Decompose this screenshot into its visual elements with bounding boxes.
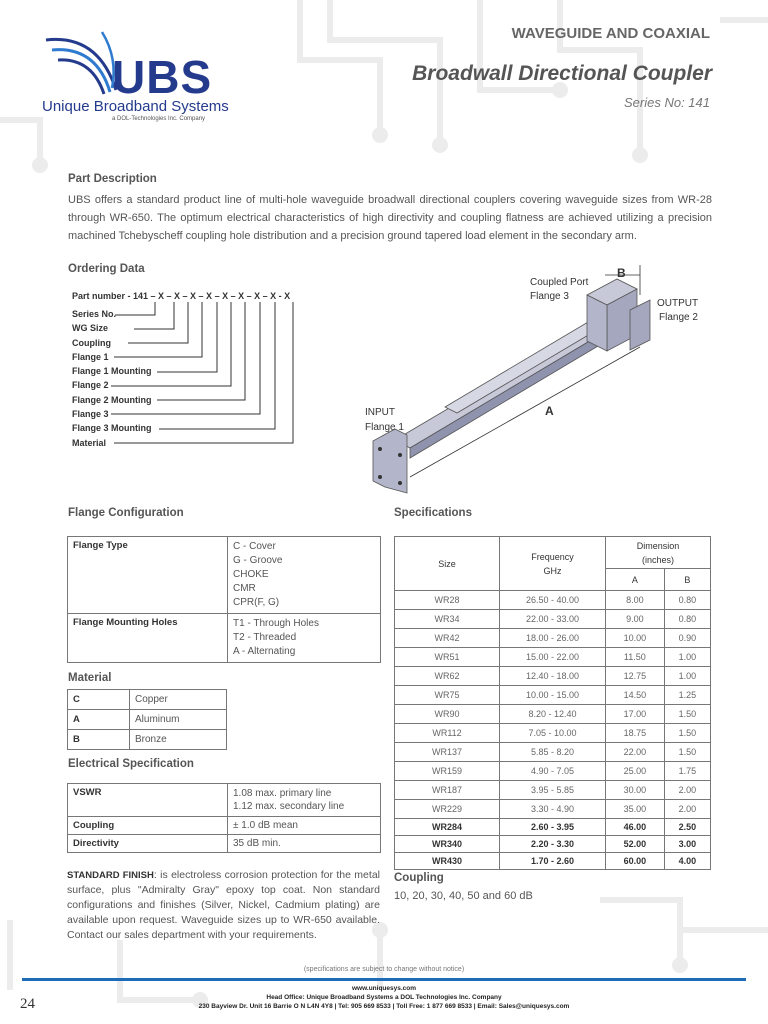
material-table (67, 689, 227, 750)
table-row (68, 614, 381, 663)
table-row: WR90 8.20 - 12.40 17.00 1.50 (395, 705, 711, 724)
footer-bar (22, 978, 746, 981)
ordering-field: Flange 2 Mounting (72, 394, 152, 405)
table-row: WR75 10.00 - 15.00 14.50 1.25 (395, 686, 711, 705)
dimension-b-label: B (617, 266, 626, 280)
table-row: Coupling ± 1.0 dB mean (68, 817, 381, 835)
table-header-row: A B (395, 569, 711, 591)
ordering-field: Material (72, 437, 107, 448)
website-link[interactable]: www.uniquesys.com (351, 985, 417, 992)
product-category: WAVEGUIDE AND COAXIAL (511, 25, 710, 42)
table-row: WR62 12.40 - 18.00 12.75 1.00 (395, 667, 711, 686)
coupled-port-label: Coupled Port (530, 277, 589, 288)
disclaimer-note: (specifications are subject to change without notice) (303, 966, 465, 973)
table-row: WR229 3.30 - 4.90 35.00 2.00 (395, 800, 711, 819)
ordering-leader-lines (100, 295, 300, 450)
page-title: Broadwall Directional Coupler (412, 62, 712, 85)
ordering-data-heading: Ordering Data (68, 263, 145, 275)
coupler-drawing (355, 255, 725, 495)
table-row: C Copper (68, 690, 227, 710)
part-number-line: Part number - 141 – X – X – X – X – X – X – X – X - X (72, 291, 291, 301)
ordering-field: Flange 1 Mounting (72, 366, 152, 377)
ordering-field: Series No. (72, 309, 117, 319)
table-row (68, 537, 381, 614)
part-description-text: UBS offers a standard product line of multi-hole waveguide broadwall directional couplers covering waveguide sizes from WR-28 through WR-650. The optimum electrical characteristics of high directivity and coupling flatness are achieved utilizing a precision machined Tchebyscheff coupling hole distribution and a precision ground tapered load element in the secondary arm. (68, 194, 712, 242)
table-row: B Bronze (68, 730, 227, 750)
page-number: 24 (20, 996, 35, 1012)
table-row: WR34 22.00 - 33.00 9.00 0.80 (395, 610, 711, 629)
table-row: WR112 7.05 - 10.00 18.75 1.50 (395, 724, 711, 743)
ordering-field: Flange 2 (72, 380, 109, 391)
company-logo (28, 28, 258, 128)
table-row: WR137 5.85 - 8.20 22.00 1.50 (395, 743, 711, 762)
series-number: Series No: 141 (624, 95, 710, 110)
table-header-row: Size Frequency GHz Dimension (inches) (395, 537, 711, 569)
input-label: INPUT (365, 407, 395, 418)
output-label: OUTPUT (657, 298, 699, 309)
table-row: WR430 1.70 - 2.60 60.00 4.00 (395, 853, 711, 870)
table-row: WR28 26.50 - 40.00 8.00 0.80 (395, 591, 711, 610)
ordering-field: WG Size (72, 323, 109, 334)
head-office: Head Office: Unique Broadband Systems a DOL Technologies Inc. Company (266, 994, 502, 1001)
dimension-a-label: A (545, 404, 554, 418)
flange-type-label: Flange Type (68, 537, 228, 614)
flange-config-heading: Flange Configuration (68, 507, 184, 519)
table-row: Directivity 35 dB min. (68, 835, 381, 853)
flange-holes-label: Flange Mounting Holes (68, 614, 228, 663)
table-row: WR340 2.20 - 3.30 52.00 3.00 (395, 836, 711, 853)
specifications-table (394, 536, 711, 870)
table-row: A Aluminum (68, 710, 227, 730)
ordering-field: Flange 3 (72, 409, 109, 420)
table-row: WR187 3.95 - 5.85 30.00 2.00 (395, 781, 711, 800)
coupling-heading: Coupling (394, 872, 444, 884)
electrical-heading: Electrical Specification (68, 758, 194, 770)
material-heading: Material (68, 672, 112, 684)
table-row: WR159 4.90 - 7.05 25.00 1.75 (395, 762, 711, 781)
address-line: 230 Bayview Dr. Unit 16 Barrie O N L4N 4Y8 | Tel: 905 669 8533 | Toll Free: 1 877 669 8533 | Email: Sales@uniquesys.com (198, 1003, 570, 1010)
input-flange: Flange 1 (365, 422, 404, 433)
ordering-field: Flange 3 Mounting (72, 423, 152, 434)
flange-holes-values: T1 - Through Holes T2 - Threaded A - Alternating (228, 614, 381, 663)
electrical-table (67, 783, 381, 853)
table-row: WR284 2.60 - 3.95 46.00 2.50 (395, 819, 711, 836)
specifications-heading: Specifications (394, 507, 472, 519)
output-flange: Flange 2 (659, 312, 698, 323)
coupled-port-flange: Flange 3 (530, 291, 569, 302)
company-tagline: a DOL-Technologies Inc. Company (112, 116, 206, 122)
ordering-field: Coupling (72, 337, 111, 348)
part-description-heading: Part Description (68, 173, 157, 185)
flange-type-values: C - Cover G - Groove CHOKE CMR CPR(F, G) (228, 537, 381, 614)
flange-config-table (67, 536, 381, 663)
standard-finish-note: STANDARD FINISH: is electroless corrosion protection for the metal surface, plus "Admiralty Gray" epoxy top coat. Non standard configurations and finishes (Silver, Nickel, Cadmium plating) are available upon request. Waveguide sizes up to WR-650 available. Contact our sales department with your requirements. (67, 869, 380, 941)
logo-text: UBS (112, 51, 213, 103)
table-row: VSWR 1.08 max. primary line 1.12 max. secondary line (68, 784, 381, 817)
footer-contact (0, 984, 768, 1011)
table-row: WR51 15.00 - 22.00 11.50 1.00 (395, 648, 711, 667)
table-row: WR42 18.00 - 26.00 10.00 0.90 (395, 629, 711, 648)
coupling-values: 10, 20, 30, 40, 50 and 60 dB (394, 890, 533, 902)
ordering-field: Flange 1 (72, 351, 109, 362)
company-name: Unique Broadband Systems (42, 98, 229, 115)
